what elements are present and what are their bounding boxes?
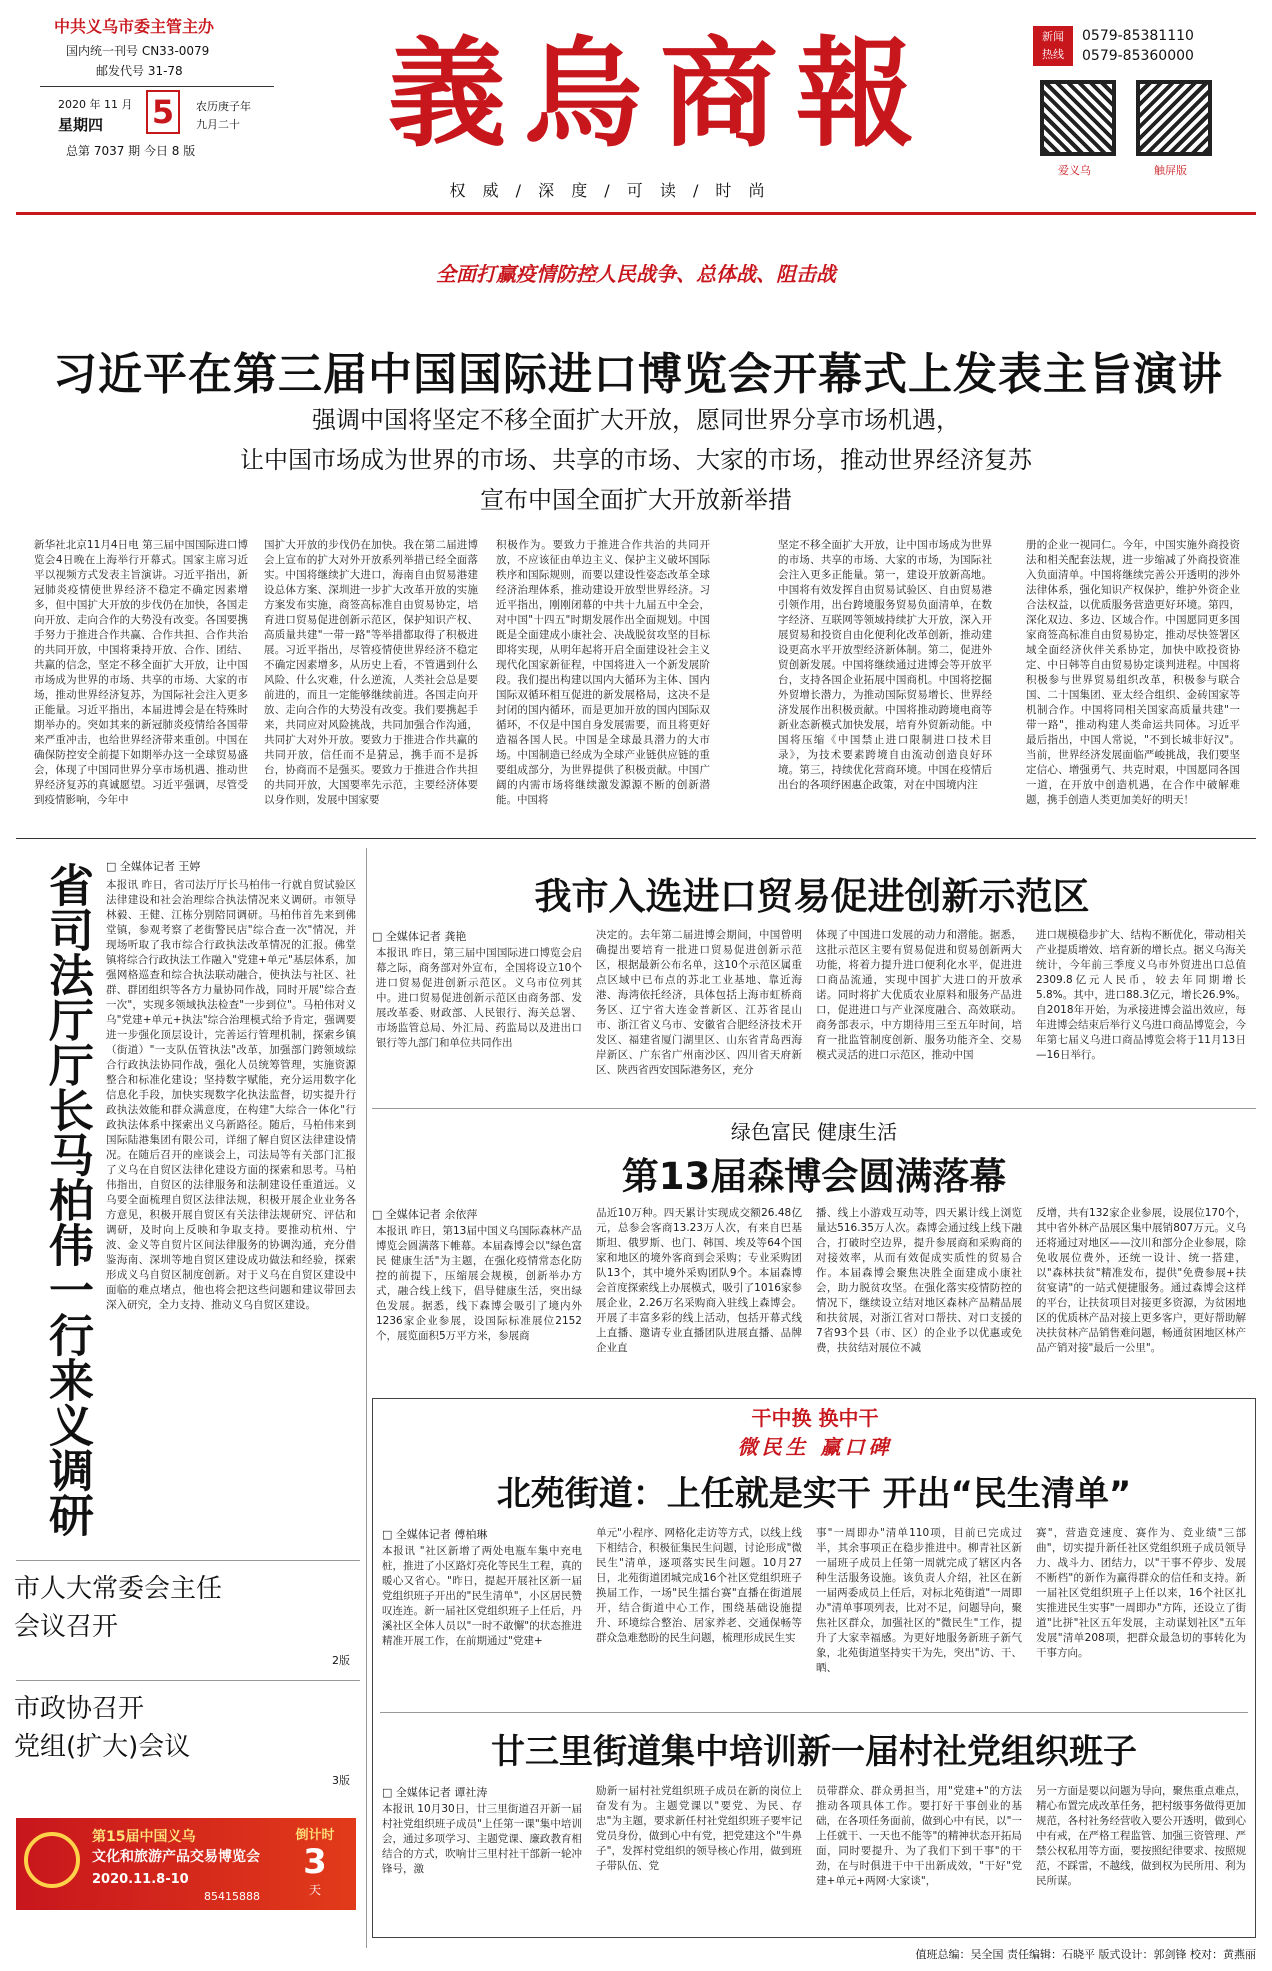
- issue-info: 总第 7037 期 今日 8 版: [66, 144, 196, 158]
- expo-logo-icon: [24, 1832, 80, 1888]
- story3-byline: □ 全媒体记者 余依萍: [372, 1206, 477, 1222]
- story4-column-1: 本报讯 "社区新增了两处电瓶车集中充电桩，推进了小区路灯亮化等民生工程，真的暖心又省心。"昨日，提起开展社区新一届党组织班子开出的"民生清单"，小区居民赞叹连连。新一届社区党组织班子上任后，丹溪社区全体人员以"一时不敢懈"的状态推进精准开展工作，在前期通过"党建+: [382, 1545, 582, 1647]
- lead-column-2: 国扩大开放的步伐仍在加快。我在第二届进博会上宣布的扩大对外开放系列举措已经全面落实。中国将继续扩大进口，海南自由贸易港建设总体方案、深圳进一步扩大改革开放的实施方案发布实施，商签高标准自由贸易协定，培育进口贸易促进创新示范区，保护知识产权、高质量共建"一带一路"等举措都取得了积极进展。习近平指出，尽管疫情使世界经济不稳定不确定因素增多，从历史上看，不管遇到什么风险、什么灾难，什么逆流，人类社会总是要前进的，而且一定能够继续前进。各国走向开放、走向合作的大势没有改变。我们要携起手来，共同应对风险挑战，共同加强合作沟通，共同扩大对外开放。要致力于推进合作共赢的共同开放，信任而不是猜忌，携手而不是拆台，协商而不是强买。要致力于推进合作共担的共同开放，大国要率先示范，主要经济体要以身作则，发展中国家要: [264, 539, 478, 806]
- hotline-label-1: 新闻: [1042, 30, 1064, 43]
- countdown-badge: [280, 1824, 350, 1902]
- qr-label-mobile: 触屏版: [1154, 164, 1187, 177]
- expo-ad-phone: 85415888: [204, 1890, 260, 1903]
- footer-credits: 值班总编：吴全国 责任编辑：石晓平 版式设计：郭剑锋 校对：黄燕丽: [915, 1948, 1256, 1961]
- story5-headline: 廿三里街道集中培训新一届村社党组织班子: [491, 1732, 1137, 1772]
- story3-column-3: 播、线上小游戏互动等，四天累计线上浏览量达516.35万人次。森博会通过线上线下融合，打破时空边界，提升参展商和采购商的对接效率，从而有效促成实质性的贸易合作。本届森博会聚焦决胜全面建成小康社会，助力脱贫攻坚。在强化落实疫情防控的情况下，继续设立结对地区森林产品精品展和扶贫展，对浙江省对口帮扶、对口支援的7省93个县（市、区）的企业予以优惠或免费，扶贫结对展位不减: [816, 1207, 1022, 1354]
- index-item-2-page: 3版: [332, 1774, 350, 1787]
- countdown-number: 3: [303, 1842, 327, 1882]
- side-vertical-headline: 省司法厅厅长马柏伟一行来义调研: [41, 862, 94, 1537]
- story3-column-4: 反增，共有132家企业参展，设展位170个，其中省外林产品展区集中展销807万元。义乌还将通过对地区——汶川和部分企业参展，除免收展位费外，还统一设计、统一搭建，以"森林扶贫"精准发布，提供"免费参展+扶贫宴请"的一站式便捷服务。通过森博会这样的平台，让扶贫项目对接更多资源，为贫困地区的优质林产品对接上更多客户，更好帮助解决扶贫林产品销售难问题，畅通贫困地区林产品产销对接"最后一公里"。: [1036, 1207, 1246, 1354]
- story5-column-3: 员带群众、群众勇担当，用"党建+"的方法推动各项具体工作。要打好干事创业的基础，在各项任务面前，做到心中有民，以"一上任就干、一天也不能等"的精神状态开拓局面，同时要提升、为了我们下到干事"的干劲，在与时俱进干中干出新成效，"干好"党建+单元+两网·大家谈"，: [816, 1785, 1022, 1887]
- hotline-badge: [1033, 26, 1073, 66]
- story4-headline: 北苑街道：上任就是实干 开出“民生清单”: [496, 1474, 1132, 1514]
- story3-column-2: 品近10万种。四天累计实现成交额26.48亿元，总参会客商13.23万人次，有来自巴基斯坦、俄罗斯、也门、韩国、埃及等64个国家和地区的境外客商到会采购；专业采购团队13个，其中境外采购团队9个。本届森博会首度探索线上办展模式，吸引了1016家参展企业，2.26万名采购商入驻线上森博会。开展了丰富多彩的线上活动，包括开幕式线上直播、邀请专业直播团队进展直播、品牌企业直: [596, 1207, 802, 1354]
- weekday: 星期四: [58, 116, 104, 134]
- hotline-label-2: 热线: [1042, 48, 1064, 61]
- lead-column-4: 坚定不移全面扩大开放，让中国市场成为世界的市场、共享的市场、大家的市场，为国际社会注入更多正能量。第一，建设开放新高地。中国将有效发挥自由贸易试验区、自由贸易港引领作用，出台跨境服务贸易负面清单，在数字经济、互联网等领域持续扩大开放，深入开展贸易和投资自由化便利化改革创新，推动建设更高水平开放型经济新体制。第二，促进外贸创新发展。中国将继续通过进博会等开放平台，支持各国企业拓展中国商机。中国将挖掘外贸增长潜力，为推动国际贸易增长、世界经济发展作出积极贡献。中国将推动跨境电商等新业态新模式加快发展，培育外贸新动能。中国将压缩《中国禁止进口限制进口技术目录》，为技术要素跨境自由流动创造良好环境。第三，持续优化营商环境。中国在疫情后出台的各项纾困惠企政策，对在中国境内注: [778, 539, 992, 791]
- story3-kicker: 绿色富民 健康生活: [730, 1120, 898, 1144]
- side-byline: □ 全媒体记者 王婷: [106, 858, 200, 874]
- lead-subhead-1: 强调中国将坚定不移全面扩大开放，愿同世界分享市场机遇，: [312, 406, 960, 434]
- story2-byline: □ 全媒体记者 龚艳: [372, 928, 466, 944]
- story2-headline: 我市入选进口贸易促进创新示范区: [534, 875, 1090, 918]
- index-item-2-line-1: 市政协召开: [14, 1694, 145, 1724]
- story2-column-3: 体现了中国进口发展的动力和潜能。据悉，这批示范区主要有贸易促进和贸易创新两大功能，将着力提升进口便利化水平，促进进口商品流通，实现中国扩大进口的开放承诺。同时将扩大优质农业原料和服务产品进口，促进进口与产业深度融合、高效联动。商务部表示，中方期待用三至五年时间，培育一批监管制度创新、服务功能齐全、交易模式灵活的进口示范区，推动中国: [816, 929, 1022, 1061]
- story4-column-4: 赛"，营造竞速度、赛作为、竞业绩"三部曲"，切实提升新任社区党组织班子成员领导力、战斗力、团结力，以"干事不停步、发展不断档"的新作为赢得群众的信任和支持。新一届社区党组织班子上任以来，16个社区扎实推进民生实事"一周即办"方阵，还设立了街道"比拼"社区五年发展，主动谋划社区"五年发展"清单208项，把群众最急切的事转化为干事方向。: [1036, 1527, 1246, 1659]
- series-title-2: 微民生 赢口碑: [737, 1435, 893, 1459]
- lead-subhead-2: 让中国市场成为世界的市场、共享的市场、大家的市场，推动世界经济复苏: [240, 446, 1032, 474]
- index-item-1[interactable]: [14, 1570, 350, 1678]
- expo-ad-banner[interactable]: [16, 1818, 356, 1910]
- newspaper-title: 義烏商報: [387, 24, 932, 163]
- index-item-1-line-1: 市人大常委会主任: [14, 1574, 223, 1604]
- story5-column-4: 另一方面是要以问题为导向，聚焦重点难点，精心布置完成改革任务，把村级事务做得更加规范，各村社务经营收入要公开透明，做到心中有戒，在严格工程监管、加强三资管理、严禁公权私用等方面，要按照纪律要求、按照规范，不踩雷，不越线，做到权为民所用、利为民所谋。: [1036, 1785, 1246, 1887]
- lead-headline: 习近平在第三届中国国际进口博览会开幕式上发表主旨演讲: [53, 349, 1223, 400]
- story4-column-3: 事"一周即办"清单110项，目前已完成过半，其余事项正在稳步推进中。柳青社区新一届班子成员上任第一周就完成了辖区内各种生活服务设施。该负责人介绍，社区在新一届两委成员上任后，对标北苑街道"一周即办"清单事项列表，比对不足，问题导向，聚焦社区群众，加强社区的"微民生"工作，提升了大家幸福感。为更好地服务新班子新气象，北苑街道坚持实干为先，突出"访、干、晒、: [816, 1527, 1022, 1674]
- index-item-1-page: 2版: [332, 1654, 350, 1667]
- date-day: 5: [146, 90, 180, 134]
- index-item-1-line-2: 会议召开: [14, 1612, 119, 1642]
- banner-slogan: 全面打赢疫情防控人民战争、总体战、阻击战: [436, 262, 836, 286]
- lunar-year: 农历庚子年: [196, 100, 251, 113]
- qr-code-app[interactable]: [1040, 80, 1116, 156]
- slogan-line: 权 威 / 深 度 / 可 读 / 时 尚: [449, 181, 771, 200]
- lead-column-1: 新华社北京11月4日电 第三届中国国际进口博览会4日晚在上海举行开幕式。国家主席习近平以视频方式发表主旨演讲。习近平指出，新冠肺炎疫情使世界经济不稳定不确定因素增多，但中国扩大开放的步伐仍在加快，各国走向开放、走向合作的大势没有改变。各国要携手努力于推进合作共赢、合作共担、合作共治的共同开放，中国将秉持开放、合作、团结、共赢的信念，坚定不移全面扩大开放，让中国市场成为世界的市场、共享的市场、大家的市场，推动世界经济复苏，为国际社会注入更多正能量。习近平指出，本届进博会是在特殊时期举办的。突如其来的新冠肺炎疫情给各国带来严重冲击，也给世界经济带来重创。中国在确保防控安全前提下如期举办这一全球贸易盛会，体现了中国同世界分享市场机遇、推动世界经济复苏的真诚愿望。习近平强调，尽管受到疫情影响，今年中: [34, 539, 248, 806]
- story5-byline: □ 全媒体记者 谭社涛: [382, 1784, 487, 1800]
- qr-label-app: 爱义乌: [1058, 164, 1091, 177]
- index-item-2-line-2: 党组(扩大)会议: [14, 1732, 191, 1762]
- countdown-unit: 天: [308, 1883, 321, 1897]
- story2-column-4: 进口规模稳步扩大、结构不断优化，带动相关产业提质增效、培育新的增长点。据义乌海关统计，今年前三季度义乌市外贸进出口总值2309.8亿元人民币，较去年同期增长5.8%。其中，进口88.3亿元，增长26.9%。自2018年开始，为承接进博会溢出效应，每年进博会结束后举行义乌进口商品博览会，今年第七届义乌进口商品博览会将于11月13日—16日举行。: [1036, 929, 1246, 1061]
- story4-byline: □ 全媒体记者 傅柏琳: [382, 1526, 487, 1542]
- index-item-2[interactable]: [14, 1690, 350, 1798]
- cn-code: 国内统一刊号 CN33-0079: [66, 44, 210, 58]
- lead-column-5: 册的企业一视同仁。今年，中国实施外商投资法和相关配套法规，进一步缩减了外商投资准入负面清单。中国将继续完善公开透明的涉外法律体系，强化知识产权保护，维护外资企业合法权益，以优质服务营造更好环境。第四，深化双边、多边、区域合作。中国愿同更多国家商签高标准自由贸易协定，推动尽快签署区域全面经济伙伴关系协定，加快中欧投资协定、中日韩等自由贸易协定谈判进程。中国将积极参与世界贸易组织改革，积极参与联合国、二十国集团、亚太经合组织、金砖国家等机制合作。中国将同相关国家高质量共建"一带一路"，推动构建人类命运共同体。习近平最后指出，中国人常说，"不到长城非好汉"。当前，世界经济发展面临严峻挑战，我们要坚定信心、增强勇气、共克时艰，中国愿同各国一道，在开放中创造机遇，在合作中破解难题，携手创造人类更加美好的明天！: [1026, 539, 1240, 806]
- lead-column-3: 积极作为。要致力于推进合作共治的共同开放，不应该征由单边主义、保护主义破坏国际秩序和国际规则，而要以建设性姿态改革全球经济治理体系，推动建设开放型世界经济。习近平指出，刚刚闭幕的中共十九届五中全会，对中国"十四五"时期发展作出全面规划。中国既是全面建成小康社会、决战脱贫攻坚的目标即将实现，从明年起将开启全面建设社会主义现代化国家新征程，中国将进入一个新发展阶段。我们提出构建以国内大循环为主体、国内国际双循环相互促进的新发展格局，这决不是封闭的国内循环，而是更加开放的国内国际双循环，不仅是中国自身发展需要，而且将更好造福各国人民。中国是全球最具潜力的大市场。中国制造已经成为全球产业链供应链的重要组成部分，为世界提供了积极贡献。中国广阔的内需市场将继续激发源源不断的创新潜能。中国将: [496, 539, 710, 806]
- phone-2: 0579-85360000: [1082, 48, 1194, 64]
- series-banner: [690, 1402, 940, 1459]
- expo-ad-line-1: 第15届中国义乌: [92, 1829, 196, 1845]
- countdown-label: 倒计时: [295, 1828, 335, 1843]
- expo-ad-date: 2020.11.8-10: [92, 1872, 189, 1887]
- story2-column-1: 本报讯 昨日，第三届中国国际进口博览会启幕之际，商务部对外宣布，全国将设立10个进口贸易促进创新示范区。义乌市位列其中。进口贸易促进创新示范区由商务部、发展改革委、财政部、人民银行、海关总署、市场监管总局、外汇局、药监局以及进出口银行等九部门和单位共同作出: [376, 947, 582, 1049]
- story5-column-1: 本报讯 10月30日，廿三里街道召开新一届村社党组织班子成员"上任第一课"集中培训会，通过多项学习、主题党课、廉政教育相结合的方式，吹响廿三里村社干部新一轮冲锋号，激: [382, 1803, 582, 1875]
- lunar-day: 九月二十: [196, 118, 240, 131]
- qr-code-mobile[interactable]: [1136, 80, 1212, 156]
- expo-ad-line-2: 文化和旅游产品交易博览会: [92, 1849, 260, 1865]
- story2-column-2: 决定的。去年第二届进博会期间，中国曾明确提出要培育一批进口贸易促进创新示范区，根据最新公布名单，这10个示范区属重点区域中已布点的苏北工业基地、靠近海港、海湾依托经济，具体包括上海市虹桥商务区、辽宁省大连金普新区、江苏省昆山市、浙江省义乌市、安徽省合肥经济技术开发区、福建省厦门湖里区、山东省青岛西海岸新区、广东省广州南沙区、四川省天府新区、陕西省西安国际港务区，充分: [596, 929, 802, 1076]
- story4-column-2: 单元"小程序、网格化走访等方式，以线上线下相结合，积极征集民生问题，讨论形成"微民生"清单，逐项落实民生问题。10月27日，北苑街道团城完成16个社区党组织班子换届工作，一场"民生擂台赛"直播在街道展开，结合街道中心工作，围绕基础设施提升、环境综合整治、居家养老、交通保畅等群众急难愁盼的民生问题，梳理形成民生实: [596, 1527, 802, 1644]
- phone-1: 0579-85381110: [1082, 28, 1194, 44]
- lead-subhead-3: 宣布中国全面扩大开放新举措: [480, 486, 792, 514]
- date-year-month: 2020 年 11 月: [58, 98, 133, 111]
- post-code: 邮发代号 31-78: [96, 64, 183, 78]
- story3-column-1: 本报讯 昨日，第13届中国义乌国际森林产品博览会圆满落下帷幕。本届森博会以"绿色富民 健康生活"为主题，在强化疫情常态化防控的前提下，压缩展会规模，创新举办方式，融合线上线下，倡导健康生活，突出绿色发展。据悉，线下森博会吸引了境内外1236家企业参展，设国际标准展位2152个，展览面积5万平方米，参展商: [376, 1225, 582, 1342]
- story5-column-2: 励新一届村社党组织班子成员在新的岗位上奋发有为。主题党课以"要党、为民、存忠"为主题，要求新任村社党组织班子要牢记党员身份，做到心中有党，把党建这个"牛鼻子"，发挥村党组织的领导核心作用，做到班子带队伍、党: [596, 1785, 802, 1872]
- sponsor-label: 中共义乌市委主管主办: [54, 17, 215, 36]
- story3-headline: 第13届森博会圆满落幕: [621, 1155, 1007, 1198]
- series-title-1: 干中换 换中干: [751, 1406, 879, 1430]
- side-body: 本报讯 昨日，省司法厅厅长马柏伟一行就自贸试验区法律建设和社会治理综合执法情况来义调研。市领导林毅、王健、江栋分别陪同调研。马柏伟首先来到佛堂镇，参观考察了老街警民店"综合查一次"情况，并现场听取了我市综合行政执法改革情况的汇报。佛堂镇将综合行政执法工作融入"党建+单元"基层体系，加强网格巡查和综合执法联动融合，使执法与社区、社群、群团组织等各方力量协同作战，同时开展"综合查一次"，实现多领域执法检查"一步到位"。马柏伟对义乌"党建+单元+执法"综合治理模式给予肯定，强调要进一步强化顶层设计，完善运行管理机制，探索乡镇（街道）"一支队伍管执法"改革，加强部门跨领域综合行政执法协同作战，强化人员统筹管理，实施资源整合和标准化建设；坚持数字赋能，充分运用数字化信息化手段，加快实现数字化执法监督，切实提升行政执法效能和群众满意度，在构建"大综合一体化"行政执法体系中探索出义乌新路径。随后，马柏伟来到国际陆港集团有限公司，详细了解自贸区法律建设情况。在随后召开的座谈会上，司法局等有关部门汇报了义乌在自贸区法律化建设方面的探索和思考。马柏伟指出，自贸区的法律服务和法制建设任重道远。义乌要全面梳理自贸区法律法规，积极开展企业业务各方意见，积极开展自贸区有关法律法规研究、评估和调研，及时向上反映和争取支持。要推动杭州、宁波、金义等自贸片区间法律服务的协调沟通，充分借鉴海南、深圳等地自贸区建设成功做法和经验，探索形成义乌自贸区制度创新。对于义乌在自贸区建设中面临的难点堵点，他也将会把这些问题和建议带回去深入研究，全力支持、推动义乌自贸区建设。: [106, 879, 356, 1311]
